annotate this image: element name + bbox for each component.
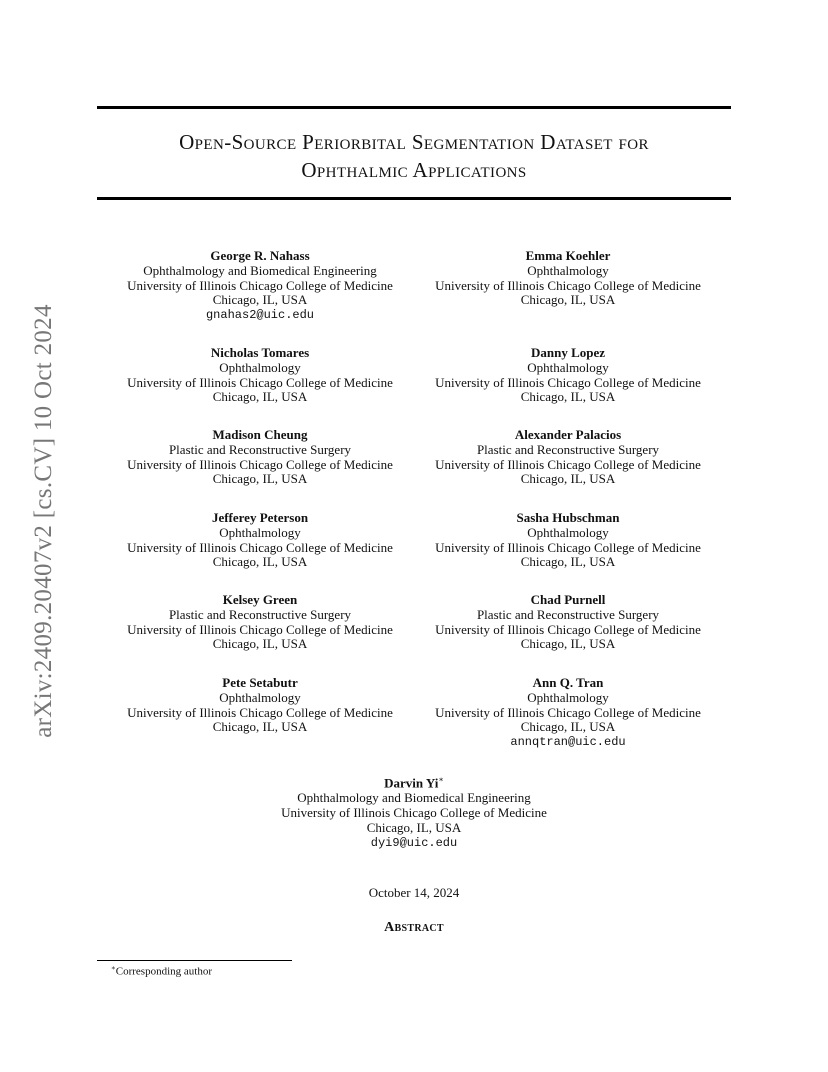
author-dept: Ophthalmology xyxy=(527,359,609,375)
footnote-text: Corresponding author xyxy=(115,965,212,978)
author-name: Chad Purnell xyxy=(530,592,606,607)
author-name: Alexander Palacios xyxy=(514,427,622,442)
author-block xyxy=(418,249,718,308)
paper-date: October 14, 2024 xyxy=(368,885,460,900)
arxiv-id: arXiv:2409.20407v2 [cs.CV] 10 Oct 2024 xyxy=(30,304,57,738)
author-block xyxy=(418,593,718,652)
author-dept: Ophthalmology xyxy=(219,359,301,375)
author-institution: University of Illinois Chicago College of Medicine xyxy=(127,704,393,720)
author-name: Nicholas Tomares xyxy=(210,345,310,360)
author-name: Sasha Hubschman xyxy=(516,510,620,525)
author-dept: Plastic and Reconstructive Surgery xyxy=(168,441,352,457)
author-location: Chicago, IL, USA xyxy=(212,554,308,570)
author-institution: University of Illinois Chicago College of Medicine xyxy=(435,539,701,555)
author-institution: University of Illinois Chicago College of Medicine xyxy=(127,539,393,555)
author-block xyxy=(418,428,718,487)
paper-title xyxy=(97,128,731,184)
author-name: Danny Lopez xyxy=(530,345,606,360)
author-email[interactable]: dyi9@uic.edu xyxy=(370,835,458,850)
author-institution: University of Illinois Chicago College of Medicine xyxy=(435,456,701,472)
author-block xyxy=(110,249,410,323)
author-block xyxy=(110,676,410,735)
author-dept: Ophthalmology and Biomedical Engineering xyxy=(143,262,377,278)
author-block xyxy=(418,511,718,570)
author-institution: University of Illinois Chicago College of Medicine xyxy=(127,277,393,293)
author-location: Chicago, IL, USA xyxy=(366,819,462,835)
author-name-text: Darvin Yi xyxy=(384,775,439,791)
title-bottom-rule xyxy=(97,197,731,200)
author-name: Madison Cheung xyxy=(212,427,308,442)
author-location: Chicago, IL, USA xyxy=(520,389,616,405)
author-location: Chicago, IL, USA xyxy=(520,636,616,652)
author-institution: University of Illinois Chicago College of Medicine xyxy=(435,704,701,720)
author-institution: University of Illinois Chicago College of Medicine xyxy=(127,374,393,390)
author-dept: Ophthalmology xyxy=(527,524,609,540)
author-block xyxy=(110,346,410,405)
author-location: Chicago, IL, USA xyxy=(520,554,616,570)
author-block xyxy=(110,428,410,487)
author-location: Chicago, IL, USA xyxy=(520,292,616,308)
title-line-2: Ophthalmic Applications xyxy=(301,158,527,182)
author-dept: Plastic and Reconstructive Surgery xyxy=(476,441,660,457)
author-block xyxy=(418,346,718,405)
title-top-rule xyxy=(97,106,731,109)
author-email[interactable]: annqtran@uic.edu xyxy=(510,735,626,750)
title-line-1: Open-Source Periorbital Segmentation Dataset for xyxy=(179,130,649,154)
author-name: Jefferey Peterson xyxy=(211,510,309,525)
author-location: Chicago, IL, USA xyxy=(212,471,308,487)
author-location: Chicago, IL, USA xyxy=(520,719,616,735)
author-dept: Ophthalmology xyxy=(219,689,301,705)
author-dept: Ophthalmology xyxy=(219,524,301,540)
author-location: Chicago, IL, USA xyxy=(212,636,308,652)
author-block xyxy=(110,511,410,570)
author-dept: Plastic and Reconstructive Surgery xyxy=(476,606,660,622)
author-name: Emma Koehler xyxy=(525,248,611,263)
author-name: Pete Setabutr xyxy=(222,675,298,690)
author-institution: University of Illinois Chicago College of Medicine xyxy=(127,456,393,472)
author-dept: Ophthalmology xyxy=(527,262,609,278)
author-location: Chicago, IL, USA xyxy=(520,471,616,487)
author-name: Kelsey Green xyxy=(222,592,298,607)
author-location: Chicago, IL, USA xyxy=(212,719,308,735)
footnote-marker: ∗ xyxy=(111,964,116,972)
author-name: Ann Q. Tran xyxy=(532,675,604,690)
author-institution: University of Illinois Chicago College of Medicine xyxy=(435,621,701,637)
author-institution: University of Illinois Chicago College of Medicine xyxy=(127,621,393,637)
abstract-heading: Abstract xyxy=(384,920,444,935)
footnote xyxy=(111,964,212,978)
author-email[interactable]: gnahas2@uic.edu xyxy=(205,308,315,323)
footnote-rule xyxy=(97,960,292,961)
author-block xyxy=(264,773,564,850)
author-institution: University of Illinois Chicago College of Medicine xyxy=(435,374,701,390)
corresponding-marker: ∗ xyxy=(438,775,444,784)
author-dept: Plastic and Reconstructive Surgery xyxy=(168,606,352,622)
author-name xyxy=(264,773,564,791)
author-location: Chicago, IL, USA xyxy=(212,292,308,308)
author-location: Chicago, IL, USA xyxy=(212,389,308,405)
author-block xyxy=(418,676,718,750)
author-institution: University of Illinois Chicago College of Medicine xyxy=(435,277,701,293)
author-name: George R. Nahass xyxy=(210,248,310,263)
author-dept: Ophthalmology and Biomedical Engineering xyxy=(297,790,531,806)
author-block xyxy=(110,593,410,652)
author-institution: University of Illinois Chicago College of Medicine xyxy=(281,804,547,820)
author-dept: Ophthalmology xyxy=(527,689,609,705)
